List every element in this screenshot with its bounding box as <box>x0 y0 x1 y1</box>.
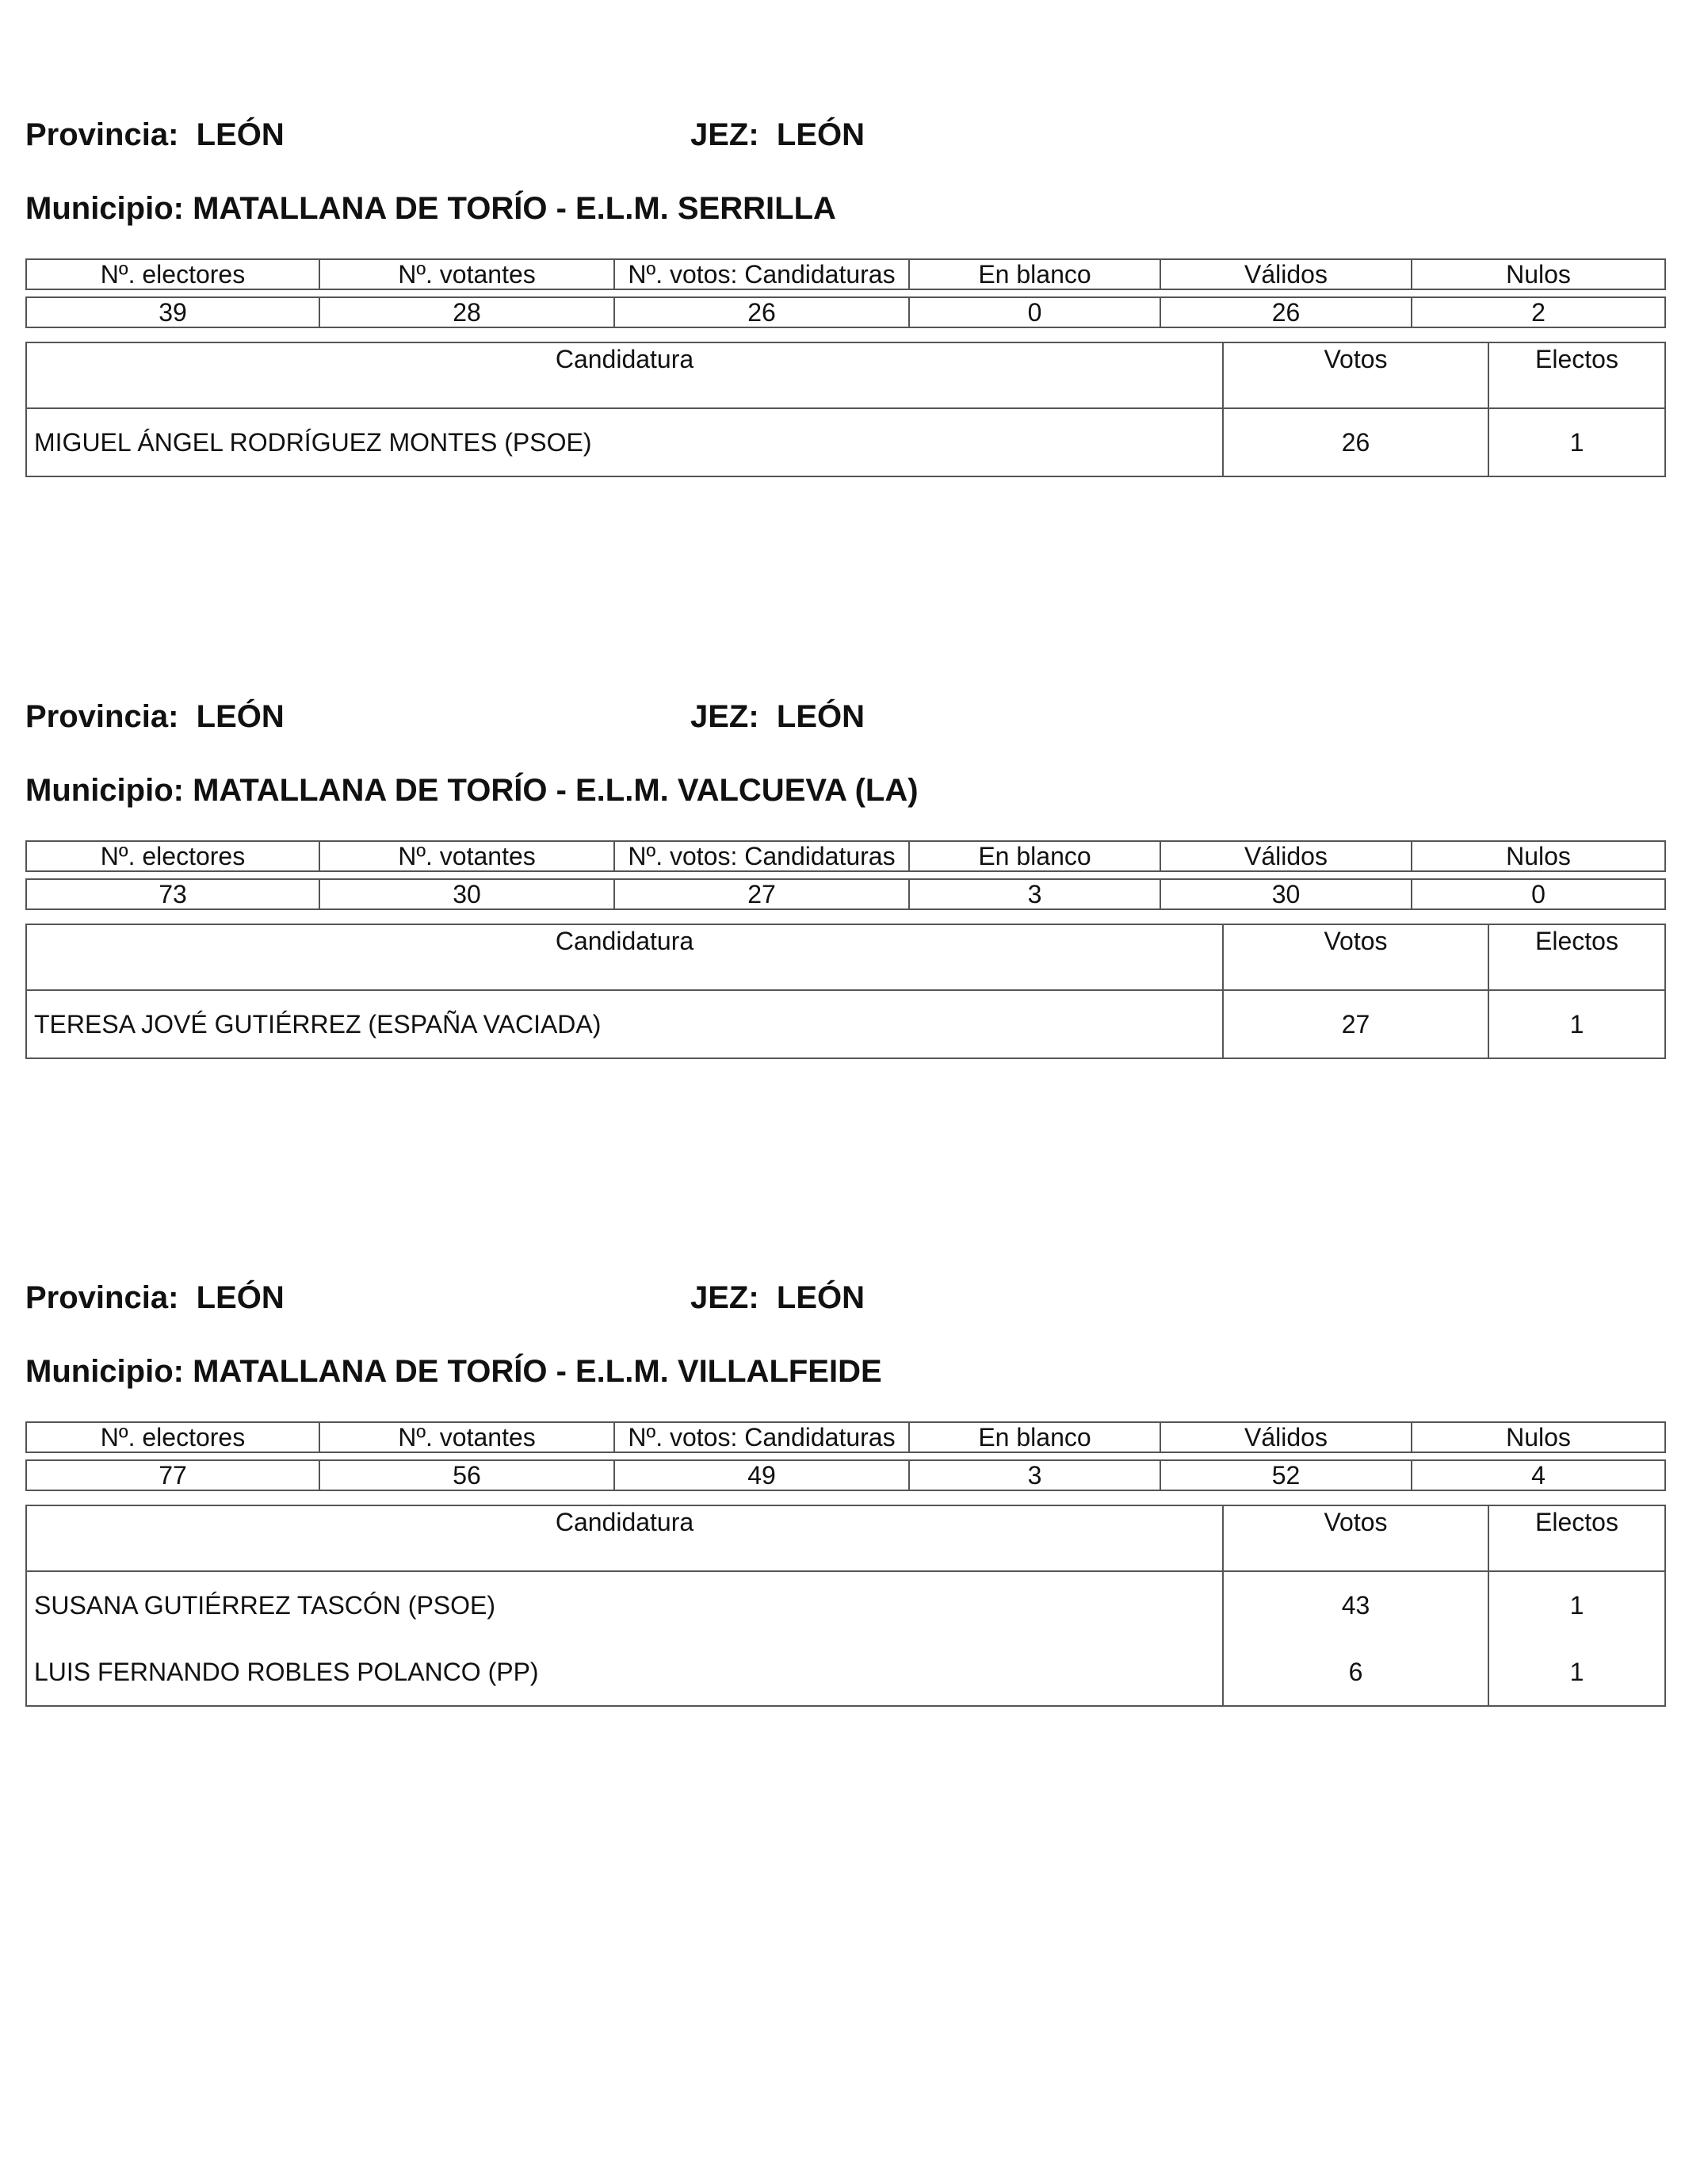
summary-header-cell: Válidos <box>1160 259 1412 289</box>
summary-value-cell: 39 <box>26 297 319 327</box>
summary-value-cell: 77 <box>26 1460 319 1490</box>
candidate-row <box>26 990 1665 1058</box>
summary-header-cell: Nº. votos: Candidaturas <box>614 259 909 289</box>
candidate-electos: 1 <box>1488 990 1665 1058</box>
municipio-value: MATALLANA DE TORÍO - E.L.M. VILLALFEIDE <box>193 1354 882 1389</box>
summary-value-cell: 56 <box>319 1460 614 1490</box>
summary-header-cell: Nº. electores <box>26 259 319 289</box>
provincia-label: Provincia: <box>25 699 179 734</box>
summary-header-row <box>26 841 1665 871</box>
jez-value: LEÓN <box>776 1280 865 1315</box>
summary-header-cell: Nulos <box>1412 841 1665 871</box>
electos-header: Electos <box>1488 1505 1665 1571</box>
candidate-name: LUIS FERNANDO ROBLES POLANCO (PP) <box>26 1639 1223 1706</box>
jez-label: JEZ: <box>690 1280 759 1315</box>
candidate-name: SUSANA GUTIÉRREZ TASCÓN (PSOE) <box>26 1571 1223 1639</box>
electos-header: Electos <box>1488 924 1665 990</box>
candidate-votos: 27 <box>1223 990 1488 1058</box>
candidate-votos: 43 <box>1223 1571 1488 1639</box>
summary-header-cell: Nulos <box>1412 1422 1665 1452</box>
jez-line <box>690 698 865 736</box>
candidate-votos: 6 <box>1223 1639 1488 1706</box>
summary-table <box>25 840 1666 910</box>
provincia-line <box>25 116 285 154</box>
candidatura-header: Candidatura <box>26 342 1223 408</box>
summary-value-cell: 4 <box>1412 1460 1665 1490</box>
summary-header-cell: Nº. votantes <box>319 841 614 871</box>
municipio-value: MATALLANA DE TORÍO - E.L.M. VALCUEVA (LA) <box>193 773 919 808</box>
summary-value-cell: 30 <box>319 879 614 909</box>
summary-header-cell: Nulos <box>1412 259 1665 289</box>
candidatura-header: Candidatura <box>26 1505 1223 1571</box>
summary-value-cell: 26 <box>1160 297 1412 327</box>
candidatura-header: Candidatura <box>26 924 1223 990</box>
summary-header-cell: Nº. electores <box>26 1422 319 1452</box>
summary-header-cell: En blanco <box>909 841 1160 871</box>
municipio-line <box>25 189 836 228</box>
summary-value-cell: 0 <box>909 297 1160 327</box>
summary-header-cell: Válidos <box>1160 841 1412 871</box>
candidate-row <box>26 1571 1665 1639</box>
candidate-row <box>26 1639 1665 1706</box>
summary-value-cell: 28 <box>319 297 614 327</box>
candidate-votos: 26 <box>1223 408 1488 476</box>
jez-value: LEÓN <box>776 117 865 152</box>
provincia-value: LEÓN <box>196 117 285 152</box>
candidate-row <box>26 408 1665 476</box>
provincia-line <box>25 698 285 736</box>
municipio-label: Municipio: <box>25 191 184 226</box>
summary-value-cell: 3 <box>909 1460 1160 1490</box>
summary-value-cell: 3 <box>909 879 1160 909</box>
summary-value-cell: 73 <box>26 879 319 909</box>
jez-label: JEZ: <box>690 117 759 152</box>
municipio-label: Municipio: <box>25 1354 184 1389</box>
summary-header-cell: Nº. votos: Candidaturas <box>614 1422 909 1452</box>
candidate-name: MIGUEL ÁNGEL RODRÍGUEZ MONTES (PSOE) <box>26 408 1223 476</box>
candidates-table <box>25 924 1666 1059</box>
provincia-label: Provincia: <box>25 117 179 152</box>
summary-header-cell: Nº. electores <box>26 841 319 871</box>
summary-value-cell: 0 <box>1412 879 1665 909</box>
summary-values-row <box>26 1460 1665 1490</box>
provincia-value: LEÓN <box>196 1280 285 1315</box>
summary-header-row <box>26 259 1665 289</box>
provincia-label: Provincia: <box>25 1280 179 1315</box>
summary-header-cell: Nº. votos: Candidaturas <box>614 841 909 871</box>
summary-value-cell: 2 <box>1412 297 1665 327</box>
summary-header-cell: Válidos <box>1160 1422 1412 1452</box>
candidates-table <box>25 1505 1666 1707</box>
provincia-line <box>25 1279 285 1317</box>
summary-header-row <box>26 1422 1665 1452</box>
summary-table <box>25 1421 1666 1491</box>
summary-value-cell: 52 <box>1160 1460 1412 1490</box>
summary-values-row <box>26 879 1665 909</box>
candidates-header-row <box>26 1505 1665 1571</box>
municipio-value: MATALLANA DE TORÍO - E.L.M. SERRILLA <box>193 191 836 226</box>
summary-value-cell: 30 <box>1160 879 1412 909</box>
summary-table <box>25 258 1666 328</box>
jez-line <box>690 1279 865 1317</box>
municipio-line <box>25 771 919 809</box>
candidates-table <box>25 342 1666 477</box>
votos-header: Votos <box>1223 342 1488 408</box>
electos-header: Electos <box>1488 342 1665 408</box>
candidate-name: TERESA JOVÉ GUTIÉRREZ (ESPAÑA VACIADA) <box>26 990 1223 1058</box>
summary-header-cell: En blanco <box>909 259 1160 289</box>
candidate-electos: 1 <box>1488 1639 1665 1706</box>
candidate-electos: 1 <box>1488 1571 1665 1639</box>
summary-value-cell: 26 <box>614 297 909 327</box>
summary-header-cell: Nº. votantes <box>319 259 614 289</box>
summary-value-cell: 49 <box>614 1460 909 1490</box>
municipio-label: Municipio: <box>25 773 184 808</box>
jez-value: LEÓN <box>776 699 865 734</box>
municipio-line <box>25 1352 882 1390</box>
summary-header-cell: Nº. votantes <box>319 1422 614 1452</box>
votos-header: Votos <box>1223 1505 1488 1571</box>
jez-line <box>690 116 865 154</box>
candidates-header-row <box>26 342 1665 408</box>
candidates-header-row <box>26 924 1665 990</box>
votos-header: Votos <box>1223 924 1488 990</box>
jez-label: JEZ: <box>690 699 759 734</box>
summary-values-row <box>26 297 1665 327</box>
provincia-value: LEÓN <box>196 699 285 734</box>
summary-value-cell: 27 <box>614 879 909 909</box>
summary-header-cell: En blanco <box>909 1422 1160 1452</box>
candidate-electos: 1 <box>1488 408 1665 476</box>
